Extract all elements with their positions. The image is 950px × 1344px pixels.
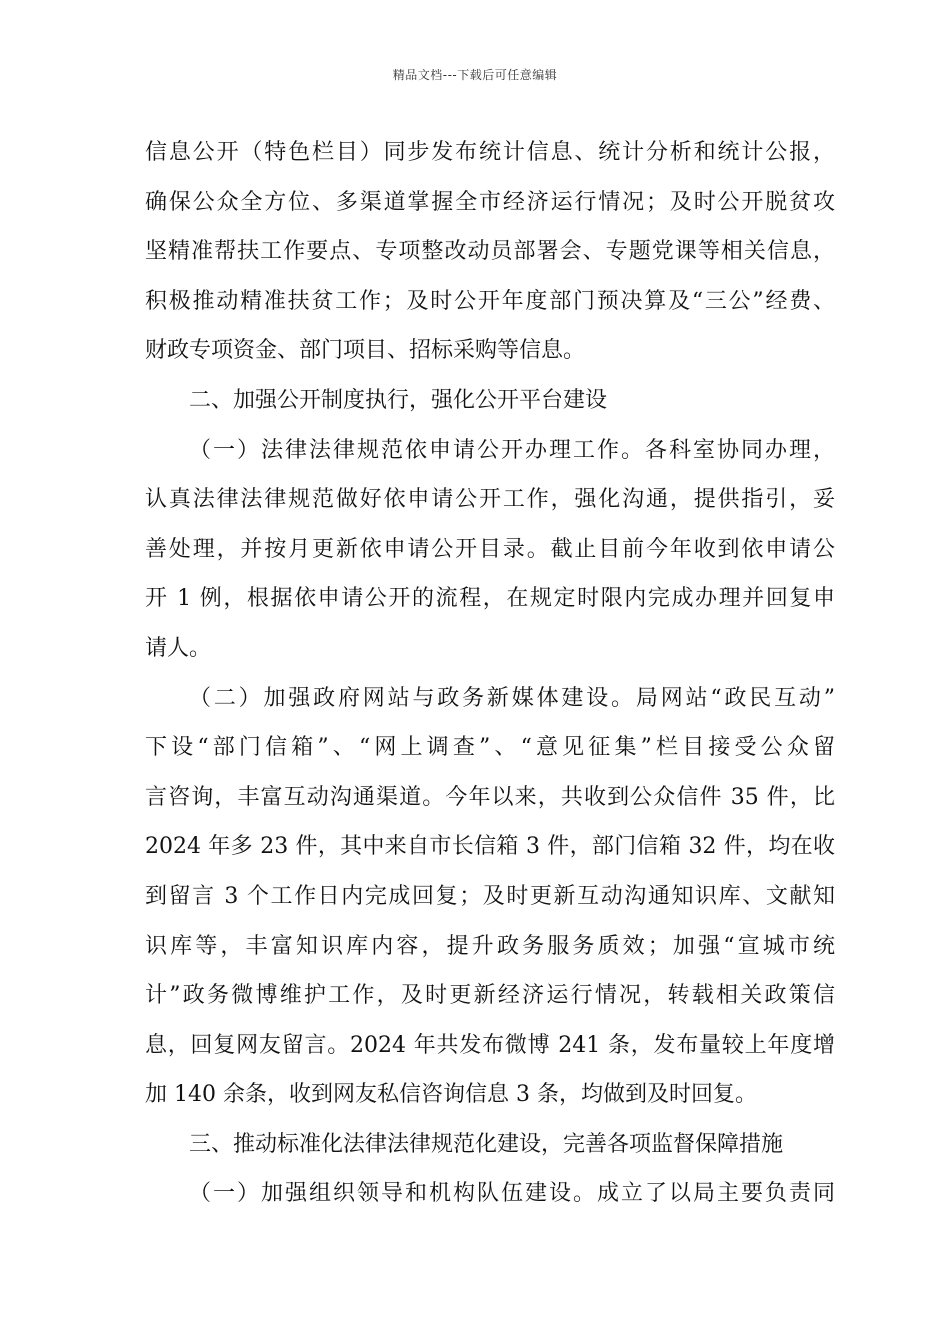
page-header: 精品文档---下载后可任意编辑 bbox=[392, 68, 558, 82]
body-line: 识库等，丰富知识库内容，提升政务服务质效；加强“宣城市统 bbox=[145, 933, 835, 959]
body-line: 认真法律法律规范做好依申请公开工作，强化沟通，提供指引，妥 bbox=[145, 487, 835, 513]
body-line: 请人。 bbox=[145, 635, 212, 661]
body-line: 下设“部门信箱”、“网上调查”、“意见征集”栏目接受公众留 bbox=[145, 735, 835, 761]
body-line: 坚精准帮扶工作要点、专项整改动员部署会、专题党课等相关信息， bbox=[145, 239, 835, 265]
document-body bbox=[145, 128, 835, 1219]
body-line: 到留言 3 个工作日内完成回复；及时更新互动沟通知识库、文献知 bbox=[145, 883, 835, 909]
body-line: 开 1 例，根据依申请公开的流程，在规定时限内完成办理并回复申 bbox=[145, 586, 835, 612]
body-line: （一）法律法律规范依申请公开办理工作。各科室协同办理， bbox=[189, 437, 835, 463]
body-line: 言咨询，丰富互动沟通渠道。今年以来，共收到公众信件 35 件，比 bbox=[145, 784, 835, 810]
body-line: （二）加强政府网站与政务新媒体建设。局网站“政民互动” bbox=[189, 685, 835, 711]
body-line: 2024 年多 23 件，其中来自市长信箱 3 件，部门信箱 32 件，均在收 bbox=[145, 834, 835, 860]
body-line: 确保公众全方位、多渠道掌握全市经济运行情况；及时公开脱贫攻 bbox=[145, 189, 835, 215]
body-line: 善处理，并按月更新依申请公开目录。截止目前今年收到依申请公 bbox=[145, 536, 835, 562]
body-line: 信息公开（特色栏目）同步发布统计信息、统计分析和统计公报， bbox=[145, 140, 835, 165]
body-line: 加 140 余条，收到网友私信咨询信息 3 条，均做到及时回复。 bbox=[145, 1082, 757, 1108]
section-heading: 三、推动标准化法律法律规范化建设，完善各项监督保障措施 bbox=[189, 1131, 784, 1157]
body-line: 财政专项资金、部门项目、招标采购等信息。 bbox=[145, 338, 586, 364]
body-line: 息，回复网友留言。2024 年共发布微博 241 条，发布量较上年度增 bbox=[145, 1032, 835, 1058]
section-heading: 二、加强公开制度执行，强化公开平台建设 bbox=[189, 387, 608, 413]
body-line: （一）加强组织领导和机构队伍建设。成立了以局主要负责同 bbox=[189, 1181, 835, 1207]
body-line: 积极推动精准扶贫工作；及时公开年度部门预决算及“三公”经费、 bbox=[145, 288, 835, 314]
body-line: 计”政务微博维护工作，及时更新经济运行情况，转载相关政策信 bbox=[145, 983, 835, 1009]
